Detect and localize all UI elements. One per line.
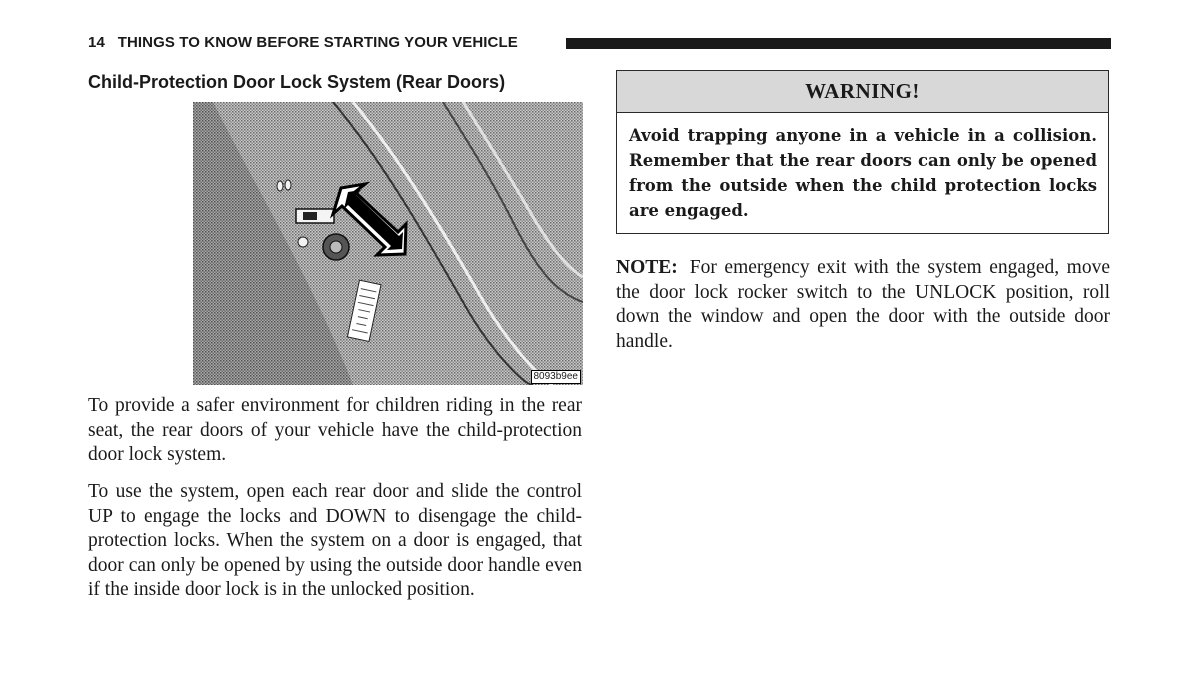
note-text: For emergency exit with the system engaged, move the door lock rocker switch to the UNLOCK position, roll down the window and open the door with the outside door handle. <box>616 257 1110 352</box>
section-heading: Child-Protection Door Lock System (Rear Doors) <box>88 72 506 92</box>
left-column <box>88 68 582 600</box>
section-title: THINGS TO KNOW BEFORE STARTING YOUR VEHICLE <box>117 34 518 51</box>
figure-code: 8093b9ee <box>531 370 582 384</box>
note-label: NOTE: <box>616 257 678 278</box>
header-rule <box>566 38 1111 49</box>
header-text <box>88 33 518 53</box>
page-header <box>88 33 1111 53</box>
warning-text: Avoid trapping anyone in a vehicle in a collision. Remember that the rear doors can only be opened from the outside when the child protection locks are engaged. <box>629 126 1097 220</box>
intro-paragraph: To provide a safer environment for children riding in the rear seat, the rear doors of your vehicle have the child-protection door lock system. <box>88 395 582 465</box>
warning-title: WARNING! <box>617 71 1108 113</box>
usage-paragraph: To use the system, open each rear door and slide the control UP to engage the locks and DOWN to disengage the child-protection locks. When the system on a door is engaged, that door can only be opened by using the outside door handle even if the inside door lock is in the unlocked position. <box>88 481 582 600</box>
page-number: 14 <box>88 34 105 51</box>
warning-box <box>616 70 1109 234</box>
door-lock-drawing <box>193 102 583 385</box>
door-lock-illustration <box>193 102 583 385</box>
note-paragraph <box>616 256 1110 354</box>
